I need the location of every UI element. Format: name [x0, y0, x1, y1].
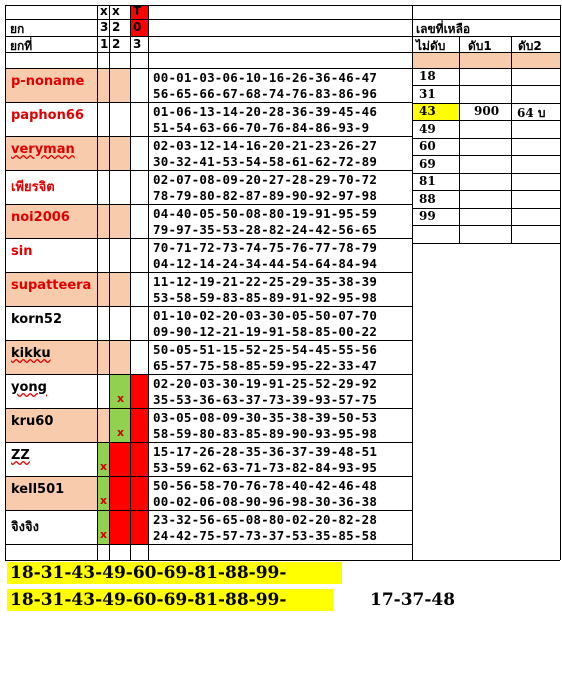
grid-hline	[5, 5, 560, 6]
summary-line2: 18-31-43-49-60-69-81-88-99-	[10, 590, 287, 610]
player-name: ZZ	[11, 448, 30, 463]
player-name: p-noname	[11, 74, 85, 89]
player-name: noi2006	[11, 210, 70, 225]
round3-miss-fill	[130, 374, 148, 408]
player-name: sin	[11, 244, 33, 259]
player-numbers-line2: 04-12-14-24-34-44-54-64-84-94	[153, 256, 378, 271]
player-numbers-line2: 56-65-66-67-68-74-76-83-86-96	[153, 86, 378, 101]
player-row-fill	[109, 204, 130, 238]
round-number-label: ยกที่	[10, 39, 33, 53]
player-numbers-line1: 70-71-72-73-74-75-76-77-78-79	[153, 240, 378, 255]
player-name: จิงจิง	[11, 520, 39, 535]
grid-hline	[412, 155, 560, 156]
player-name: paphon66	[11, 108, 84, 123]
player-row-fill	[97, 272, 109, 306]
player-numbers-line1: 01-10-02-20-03-30-05-50-07-70	[153, 308, 378, 323]
grid-hline	[5, 560, 560, 561]
grid-hline	[412, 85, 560, 86]
round-mark: x	[112, 4, 120, 18]
x-mark: x	[117, 426, 125, 439]
player-numbers-line1: 02-07-08-09-20-27-28-29-70-72	[153, 172, 378, 187]
player-row-fill	[97, 340, 109, 374]
player-numbers-line2: 65-57-75-58-85-59-95-22-33-47	[153, 358, 378, 373]
remaining-number: 49	[419, 122, 436, 136]
player-numbers-line1: 50-56-58-70-76-78-40-42-46-48	[153, 478, 378, 493]
round-mark: x	[100, 4, 108, 18]
player-numbers-line2: 79-97-35-53-28-82-24-42-56-65	[153, 222, 378, 237]
grid-vline	[412, 5, 413, 560]
player-numbers-line1: 02-03-12-14-16-20-21-23-26-27	[153, 138, 378, 153]
remaining-number: 99	[419, 209, 436, 223]
player-numbers-line2: 09-90-12-21-19-91-58-85-00-22	[153, 324, 378, 339]
remaining-col-dab1: ดับ1	[468, 39, 492, 53]
player-numbers-line2: 24-42-75-57-73-37-53-35-85-58	[153, 528, 378, 543]
player-row-fill	[109, 272, 130, 306]
grid-hline	[5, 204, 412, 205]
round-count: 2	[112, 20, 121, 34]
grid-hline	[5, 136, 412, 137]
round-number: 1	[100, 37, 109, 51]
player-row-fill	[97, 408, 109, 442]
remaining-number: 43	[419, 104, 436, 118]
x-mark: x	[100, 528, 108, 541]
player-name: korn52	[11, 312, 62, 327]
grid-hline	[412, 190, 560, 191]
player-numbers-line2: 35-53-36-63-37-73-39-93-57-75	[153, 392, 378, 407]
round-count: 3	[100, 20, 109, 34]
player-numbers-line1: 11-12-19-21-22-25-29-35-38-39	[153, 274, 378, 289]
grid-hline	[5, 68, 560, 69]
player-numbers-line1: 04-40-05-50-08-80-19-91-95-59	[153, 206, 378, 221]
player-numbers-line1: 00-01-03-06-10-16-26-36-46-47	[153, 70, 378, 85]
round2-miss-fill	[109, 476, 130, 510]
dab1-value: 900	[474, 104, 500, 118]
player-numbers-line2: 78-79-80-82-87-89-90-92-97-98	[153, 188, 378, 203]
grid-hline	[5, 340, 412, 341]
player-numbers-line1: 23-32-56-65-08-80-02-20-82-28	[153, 512, 378, 527]
dab2-value: 64 บ	[517, 106, 546, 120]
remaining-number: 81	[419, 174, 436, 188]
round3-miss-fill	[130, 442, 148, 476]
player-name: kru60	[11, 414, 54, 429]
player-name: yong	[11, 380, 47, 395]
remaining-title: เลขที่เหลือ	[416, 22, 471, 36]
player-name: kikku	[11, 346, 51, 361]
remaining-number: 18	[419, 69, 436, 83]
player-name: kell501	[11, 482, 65, 497]
round-number: 2	[112, 37, 121, 51]
remaining-number: 31	[419, 87, 436, 101]
summary-extra: 17-37-48	[370, 590, 456, 610]
player-row-fill	[109, 136, 130, 170]
x-mark: x	[100, 494, 108, 507]
player-numbers-line2: 53-58-59-83-85-89-91-92-95-98	[153, 290, 378, 305]
player-numbers-line2: 51-54-63-66-70-76-84-86-93-9	[153, 120, 370, 135]
player-numbers-line2: 58-59-80-83-85-89-90-93-95-98	[153, 426, 378, 441]
player-name: เพียรจิต	[11, 180, 55, 195]
remaining-col-dab2: ดับ2	[518, 39, 542, 53]
grid-vline	[560, 5, 561, 560]
player-row-fill	[109, 340, 130, 374]
grid-hline	[5, 442, 412, 443]
grid-hline	[5, 170, 412, 171]
round-mark: T	[133, 4, 142, 18]
round-count: 0	[133, 20, 142, 34]
round2-miss-fill	[109, 510, 130, 544]
round3-miss-fill	[130, 476, 148, 510]
grid-hline	[412, 225, 560, 226]
player-numbers-line1: 02-20-03-30-19-91-25-52-29-92	[153, 376, 378, 391]
grid-hline	[5, 510, 412, 511]
player-row-fill	[97, 68, 109, 102]
grid-hline	[5, 238, 412, 239]
remaining-col-nodab: ไม่ดับ	[416, 39, 446, 53]
x-mark: x	[117, 392, 125, 405]
player-numbers-line1: 03-05-08-09-30-35-38-39-50-53	[153, 410, 378, 425]
round3-miss-fill	[130, 510, 148, 544]
player-numbers-line2: 00-02-06-08-90-96-98-30-36-38	[153, 494, 378, 509]
remaining-number: 60	[419, 139, 436, 153]
grid-hline	[412, 243, 560, 244]
remaining-number: 88	[419, 192, 436, 206]
player-numbers-line1: 01-06-13-14-20-28-36-39-45-46	[153, 104, 378, 119]
player-row-fill	[97, 204, 109, 238]
grid-hline	[5, 374, 412, 375]
grid-hline	[5, 306, 412, 307]
round2-miss-fill	[109, 442, 130, 476]
player-numbers-line1: 15-17-26-28-35-36-37-39-48-51	[153, 444, 378, 459]
round-label: ยก	[10, 22, 25, 36]
player-name: veryman	[11, 142, 75, 157]
round-number: 3	[133, 37, 142, 51]
grid-hline	[5, 102, 412, 103]
grid-hline	[5, 19, 560, 20]
player-name: supatteera	[11, 278, 92, 293]
grid-hline	[5, 476, 412, 477]
player-row-fill	[109, 68, 130, 102]
player-numbers-line1: 50-05-51-15-52-25-54-45-55-56	[153, 342, 378, 357]
remaining-number: 69	[419, 157, 436, 171]
player-numbers-line2: 53-59-62-63-71-73-82-84-93-95	[153, 460, 378, 475]
grid-hline	[5, 408, 412, 409]
player-row-fill	[97, 136, 109, 170]
grid-hline	[5, 272, 412, 273]
summary-line1: 18-31-43-49-60-69-81-88-99-	[10, 563, 287, 583]
grid-hline	[5, 544, 412, 545]
round3-miss-fill	[130, 408, 148, 442]
player-numbers-line2: 30-32-41-53-54-58-61-62-72-89	[153, 154, 378, 169]
x-mark: x	[100, 460, 108, 473]
